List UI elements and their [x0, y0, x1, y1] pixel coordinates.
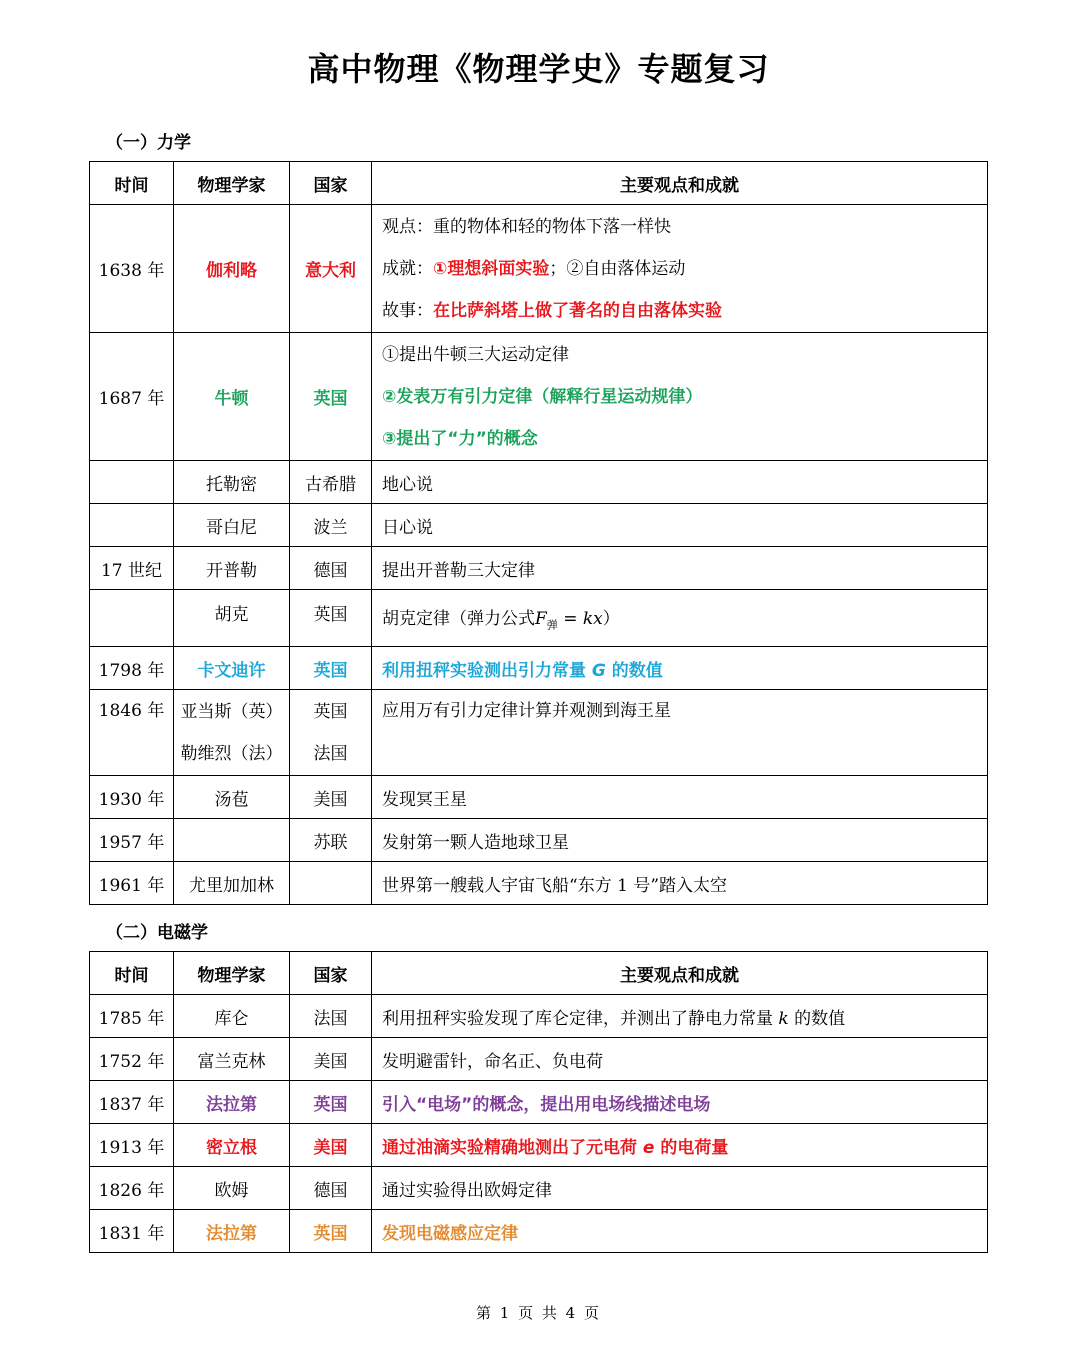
country-cell: 古希腊 [290, 461, 372, 504]
text: 的数值 [605, 660, 663, 681]
achievement-cell [372, 205, 988, 333]
achievement-cell: 发现冥王星 [372, 776, 988, 819]
header-country: 国家 [290, 162, 372, 205]
formula-symbol: kx [582, 608, 603, 629]
scientist-cell: 法拉第 [174, 1210, 290, 1253]
achievement-cell [372, 590, 988, 647]
text: 利用扭秤实验测出引力常量 [382, 660, 592, 681]
achievement-cell: 日心说 [372, 504, 988, 547]
scientist-line: 亚当斯（英） [180, 701, 283, 722]
achievement-cell [372, 333, 988, 461]
label: 成就： [382, 258, 433, 279]
text: ） [602, 608, 620, 629]
table-header-row [90, 952, 988, 995]
time-cell: 1957 年 [90, 819, 174, 862]
country-cell: 美国 [290, 1038, 372, 1081]
header-achievement: 主要观点和成就 [372, 952, 988, 995]
country-cell: 苏联 [290, 819, 372, 862]
scientist-cell: 胡克 [174, 590, 290, 647]
achievement-cell [372, 1124, 988, 1167]
header-time: 时间 [90, 952, 174, 995]
achievement-line [382, 248, 987, 290]
text: 的数值 [788, 1008, 846, 1029]
country-cell: 波兰 [290, 504, 372, 547]
time-cell: 1961 年 [90, 862, 174, 905]
formula-symbol: e [642, 1137, 655, 1158]
time-text: 1846 年 [98, 701, 165, 721]
achievement-cell: 提出开普勒三大定律 [372, 547, 988, 590]
country-cell: 德国 [290, 547, 372, 590]
time-cell: 1798 年 [90, 647, 174, 690]
text: ②自由落体运动 [566, 258, 686, 279]
achievement-cell: 发明避雷针，命名正、负电荷 [372, 1038, 988, 1081]
table-row [90, 819, 988, 862]
time-cell: 1913 年 [90, 1124, 174, 1167]
country-cell: 美国 [290, 1124, 372, 1167]
achievement-cell: 发现电磁感应定律 [372, 1210, 988, 1253]
scientist-cell: 尤里加加林 [174, 862, 290, 905]
label: 故事： [382, 300, 433, 321]
time-cell: 1687 年 [90, 333, 174, 461]
time-cell: 17 世纪 [90, 547, 174, 590]
time-cell: 1752 年 [90, 1038, 174, 1081]
sep: ； [549, 258, 567, 279]
text: 重的物体和轻的物体下落一样快 [433, 216, 671, 237]
table-row [90, 690, 988, 776]
text: 应用万有引力定律计算并观测到海王星 [382, 701, 671, 721]
country-cell: 英国 [290, 1081, 372, 1124]
time-cell: 1638 年 [90, 205, 174, 333]
achievement-cell [372, 995, 988, 1038]
country-cell: 英国 [290, 647, 372, 690]
achievement-cell: 地心说 [372, 461, 988, 504]
section-heading-electromagnetism: （二）电磁学 [106, 923, 208, 943]
header-time: 时间 [90, 162, 174, 205]
time-cell: 1785 年 [90, 995, 174, 1038]
table-row [90, 1124, 988, 1167]
label: 观点： [382, 216, 433, 237]
country-cell [290, 862, 372, 905]
table-row [90, 547, 988, 590]
text: 通过油滴实验精确地测出了元电荷 [382, 1137, 643, 1158]
header-achievement: 主要观点和成就 [372, 162, 988, 205]
scientist-cell: 牛顿 [174, 333, 290, 461]
country-cell: 英国 [290, 333, 372, 461]
header-scientist: 物理学家 [174, 162, 290, 205]
country-cell: 德国 [290, 1167, 372, 1210]
view-line [382, 206, 987, 248]
table-row [90, 647, 988, 690]
scientist-cell: 托勒密 [174, 461, 290, 504]
scientist-line: 勒维烈（法） [180, 743, 283, 764]
header-country: 国家 [290, 952, 372, 995]
achievement-cell: 引入“电场”的概念，提出用电场线描述电场 [372, 1081, 988, 1124]
electromagnetism-table [89, 951, 988, 1253]
table-row [90, 1210, 988, 1253]
header-scientist: 物理学家 [174, 952, 290, 995]
achievement-cell: 发射第一颗人造地球卫星 [372, 819, 988, 862]
scientist-cell: 开普勒 [174, 547, 290, 590]
formula-equals: = [557, 608, 583, 629]
scientist-cell: 密立根 [174, 1124, 290, 1167]
time-cell: 1826 年 [90, 1167, 174, 1210]
achievement-cell [372, 647, 988, 690]
scientist-cell: 哥白尼 [174, 504, 290, 547]
country-cell [290, 690, 372, 776]
table-row [90, 1038, 988, 1081]
scientist-cell [174, 819, 290, 862]
country-cell: 意大利 [290, 205, 372, 333]
formula-symbol: k [778, 1008, 789, 1029]
table-row [90, 862, 988, 905]
table-row [90, 1081, 988, 1124]
formula-subscript: 弹 [546, 618, 558, 632]
achievement-cell: 世界第一艘载人宇宙飞船“东方 1 号”踏入太空 [372, 862, 988, 905]
scientist-cell: 汤苞 [174, 776, 290, 819]
scientist-cell: 欧姆 [174, 1167, 290, 1210]
highlight: 在比萨斜塔上做了著名的自由落体实验 [433, 300, 722, 321]
achievement-cell: 通过实验得出欧姆定律 [372, 1167, 988, 1210]
time-cell: 1930 年 [90, 776, 174, 819]
scientist-cell: 富兰克林 [174, 1038, 290, 1081]
table-row [90, 333, 988, 461]
table-row [90, 461, 988, 504]
formula-symbol: G [591, 660, 606, 681]
text: ①提出牛顿三大运动定律 [382, 344, 569, 365]
text: 的电荷量 [654, 1137, 729, 1158]
story-line [382, 290, 987, 332]
scientist-cell: 卡文迪许 [174, 647, 290, 690]
formula-symbol: F [535, 608, 547, 629]
country-line: 英国 [313, 701, 348, 722]
time-cell [90, 590, 174, 647]
table-header-row [90, 162, 988, 205]
country-cell: 英国 [290, 1210, 372, 1253]
country-cell: 美国 [290, 776, 372, 819]
country-cell: 法国 [290, 995, 372, 1038]
highlight: ③提出了“力”的概念 [382, 428, 538, 449]
text: 利用扭秤实验发现了库仑定律，并测出了静电力常量 [382, 1008, 779, 1029]
table-row [90, 995, 988, 1038]
achievement-cell [372, 690, 988, 776]
table-row [90, 590, 988, 647]
time-cell: 1837 年 [90, 1081, 174, 1124]
table-row [90, 1167, 988, 1210]
time-cell [90, 690, 174, 776]
section-heading-mechanics: （一）力学 [106, 133, 191, 153]
text: 胡克定律（弹力公式 [382, 608, 535, 629]
table-row [90, 205, 988, 333]
mechanics-table [89, 161, 988, 905]
page-footer: 第 1 页 共 4 页 [476, 1304, 601, 1322]
scientist-cell [174, 690, 290, 776]
country-cell: 英国 [290, 590, 372, 647]
scientist-cell: 伽利略 [174, 205, 290, 333]
time-cell: 1831 年 [90, 1210, 174, 1253]
highlight: ②发表万有引力定律（解释行星运动规律） [382, 386, 703, 407]
time-cell [90, 461, 174, 504]
country-line: 法国 [313, 743, 348, 764]
page-title: 高中物理《物理学史》专题复习 [307, 50, 770, 88]
highlight: ①理想斜面实验 [433, 258, 550, 279]
scientist-cell: 法拉第 [174, 1081, 290, 1124]
time-cell [90, 504, 174, 547]
scientist-cell: 库仑 [174, 995, 290, 1038]
table-row [90, 776, 988, 819]
table-row [90, 504, 988, 547]
